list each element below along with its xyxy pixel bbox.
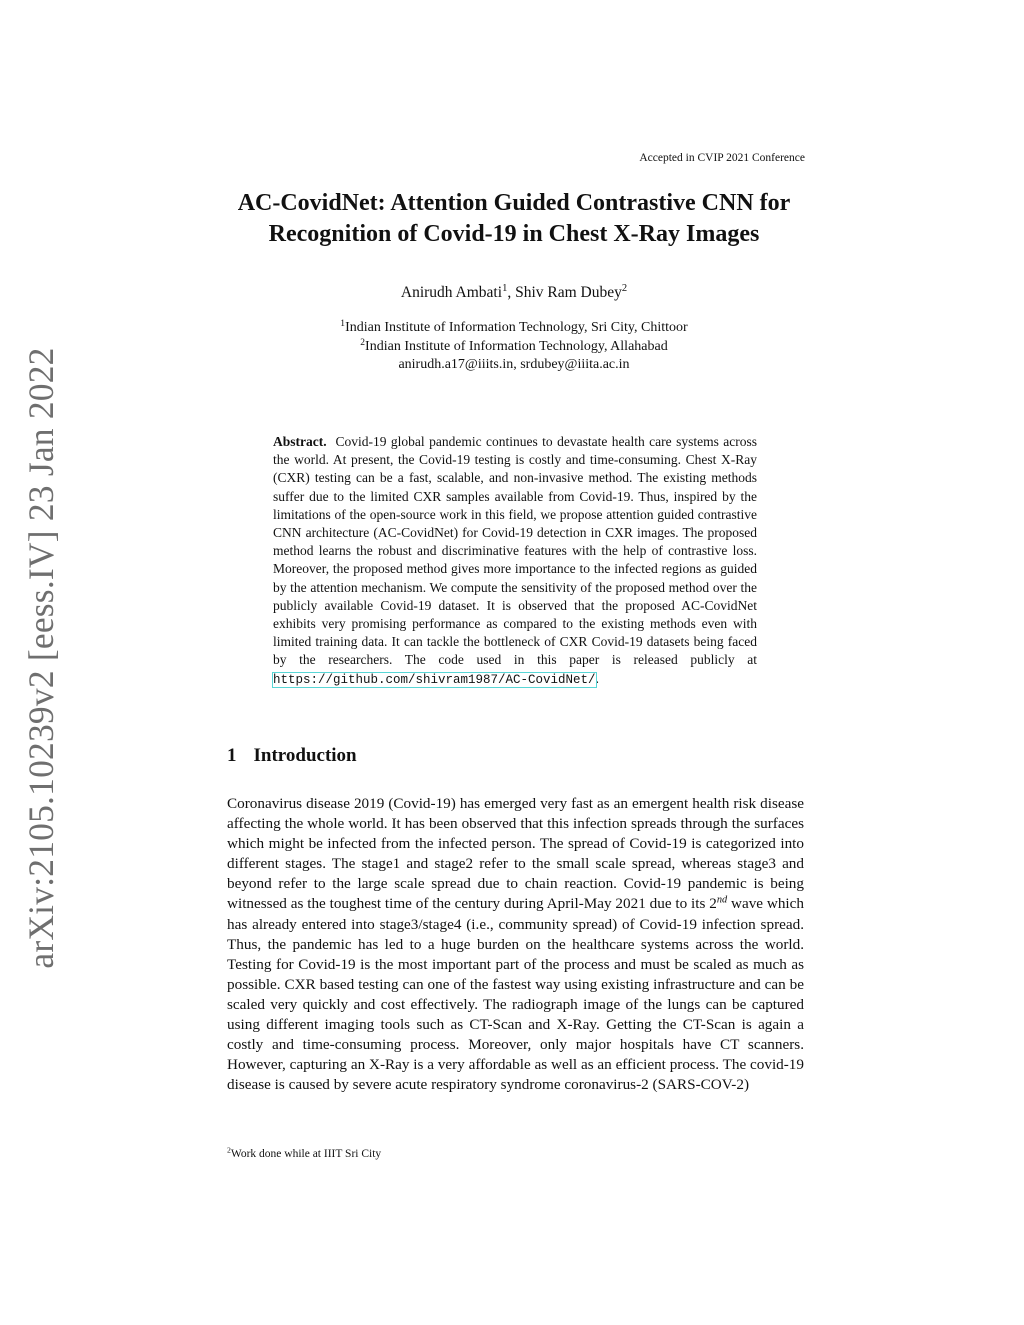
- title-line-2: Recognition of Covid-19 in Chest X-Ray Images: [268, 220, 760, 247]
- section-heading-introduction: [227, 745, 357, 767]
- affiliation-text: Indian Institute of Information Technology, Sri City, Chittoor: [345, 320, 688, 335]
- footnote-mark: 2: [227, 1145, 231, 1155]
- footnote-text: Work done while at IIIT Sri City: [230, 1148, 382, 1160]
- affiliations: [212, 319, 816, 375]
- footnote: [227, 1145, 382, 1160]
- abstract-end: .: [595, 670, 599, 686]
- author-emails: anirudh.a17@iiits.in, srdubey@iiita.ac.in: [398, 357, 630, 372]
- affiliation-text: Indian Institute of Information Technology, Allahabad: [365, 338, 668, 354]
- section-number: 1: [227, 745, 237, 766]
- section-title: Introduction: [253, 745, 357, 766]
- title-line-1: AC-CovidNet: Attention Guided Contrastive CNN for: [237, 190, 791, 216]
- code-repository-link[interactable]: https://github.com/shivram1987/AC-CovidNet/: [273, 672, 596, 687]
- conference-note: Accepted in CVIP 2021 Conference: [639, 152, 805, 164]
- ordinal-superscript: nd: [716, 894, 728, 906]
- affiliation-mark: 2: [360, 337, 366, 348]
- affiliation-mark: 1: [340, 318, 346, 329]
- author-name: Anirudh Ambati: [400, 284, 503, 301]
- abstract-label: Abstract.: [273, 434, 327, 449]
- abstract-text: Covid-19 global pandemic continues to devastate health care systems across the world. At present, the Covid-19 testing is costly and time-consuming. Chest X-Ray (CXR) testing can be a fast, scalable, and non-invasive method. The existing methods suffer due to the limited CXR samples available from Covid-19. Thus, inspired by the limitations of the open-source work in this field, we propose attention guided contrastive CNN architecture (AC-CovidNet) for Covid-19 detection in CXR images. The proposed method learns the robust and discriminative features with the help of contrastive loss. Moreover, the proposed method gives more importance to the infected regions as guided by the attention mechanism. We compute the sensitivity of the proposed method over the publicly available Covid-19 dataset. It is observed that the proposed AC-CovidNet exhibits very promising performance as compared to the existing methods even with limited training data. It can tackle the bottleneck of CXR Covid-19 datasets being faced by the researchers. The code used in this paper is released publicly at: [273, 434, 758, 668]
- intro-text-continued: wave which has already entered into stage3/stage4 (i.e., community spread) of Covid-19 infection spread. Thus, the pandemic has led to a huge burden on the healthcare systems across the world. Testing for Covid-19 is the most important part of the process and must be scaled as much as possible. CXR based testing can one of the fastest way using existing infrastructure and can be scaled very quickly and cost effectively. The radiograph image of the lungs can be captured using different imaging tools such as CT-Scan and X-Ray. Getting the CT-Scan is again a costly and time-consuming process. Moreover, only major hospitals have CT scanners. However, capturing an X-Ray is a very affordable as well as an efficient process. The covid-19 disease is caused by severe acute respiratory syndrome coronavirus-2 (SARS-COV-2): [227, 895, 804, 1094]
- intro-text: Coronavirus disease 2019 (Covid-19) has emerged very fast as an emergent health risk disease affecting the whole world. It has been observed that this infection spreads through the surfaces which might be infected from the infected person. The spread of Covid-19 is categorized into different stages. The stage1 and stage2 refer to the small scale spread, whereas stage3 and beyond refer to the large scale spread due to chain reaction. Covid-19 pandemic is being witnessed as the toughest time of the century during April-May 2021 due to its 2: [227, 795, 804, 913]
- affiliation-1: [212, 319, 816, 338]
- affiliation-2: [212, 338, 816, 357]
- affiliation-mark: 2: [621, 283, 628, 295]
- author-list: [212, 284, 816, 302]
- abstract: [273, 433, 757, 689]
- arxiv-side-identifier: [20, 347, 62, 969]
- author-name: Shiv Ram Dubey: [515, 284, 622, 301]
- affiliation-mark: 1: [502, 283, 508, 295]
- introduction-paragraph: [227, 794, 804, 1095]
- author-separator: ,: [507, 284, 516, 301]
- arxiv-identifier-text: arXiv:2105.10239v2 [eess.IV] 23 Jan 2022: [21, 347, 61, 969]
- paper-title: [212, 188, 816, 249]
